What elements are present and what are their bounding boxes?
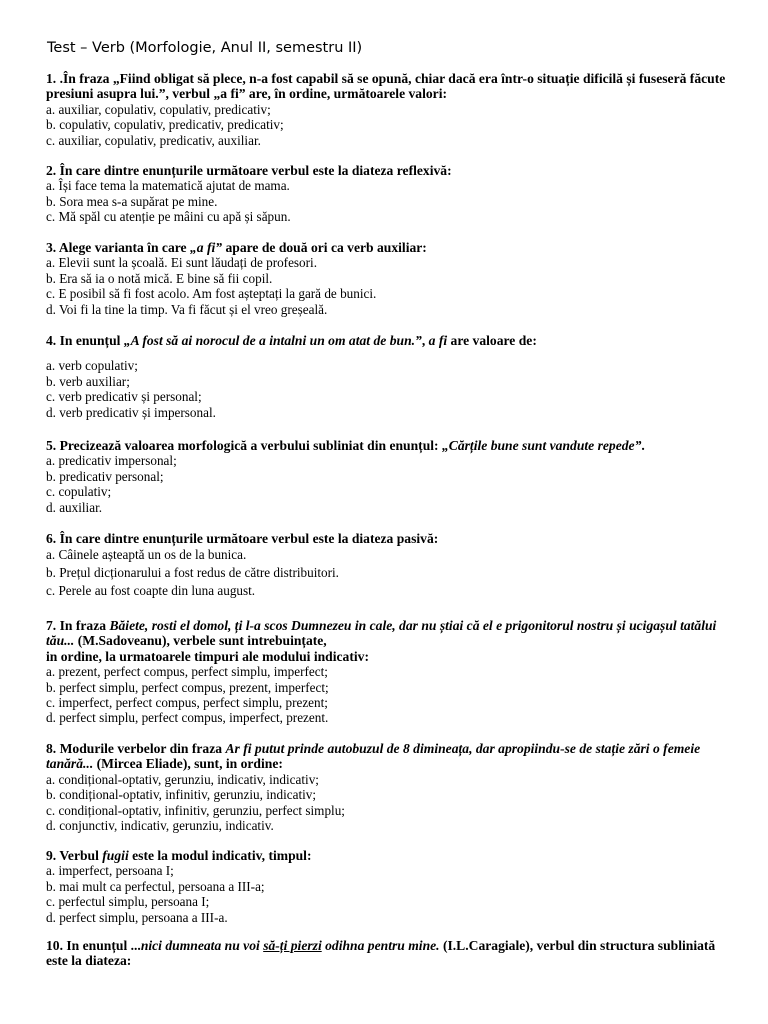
question-text-part: odihna pentru mine. [321, 938, 440, 953]
question-text-part: in ordine, la urmatoarele timpuri ale modului indicativ: [46, 648, 369, 664]
answer-option: c. imperfect, perfect compus, perfect simplu, prezent; [46, 695, 328, 711]
question-text-part: „a fi” [189, 240, 223, 255]
question-8 [46, 741, 736, 833]
question-text-part: 4. In enunțul [46, 333, 124, 348]
question-6 [46, 531, 736, 600]
answer-option: a. Își face tema la matematică ajutat de mama. [46, 178, 290, 194]
question-text-part: apare de două ori ca verb auxiliar: [222, 240, 427, 255]
question-text-part: 5. Precizează valoarea morfologică a verbului subliniat din enunțul: [46, 438, 442, 453]
question-text [46, 240, 736, 255]
question-text-part: are valoare de: [447, 333, 537, 348]
answer-option: b. Sora mea s-a supărat pe mine. [46, 193, 218, 209]
answer-option: a. auxiliar, copulativ, copulativ, predicativ; [46, 101, 271, 117]
answer-option: d. perfect simplu, perfect compus, imperfect, prezent. [46, 710, 329, 726]
question-text [46, 333, 736, 348]
question-text-part: Ar fi putut prinde autobuzul de 8 dimineața, dar apropiindu-se de stație zări o femeie tanără... [46, 741, 701, 772]
answer-option: a. condițional-optativ, gerunziu, indicativ, indicativ; [46, 771, 319, 787]
question-text [46, 163, 736, 178]
answer-option: b. Era să ia o notă mică. E bine să fii copil. [46, 270, 273, 286]
question-9 [46, 848, 736, 925]
question-text-part: 9. Verbul [46, 848, 103, 863]
question-text-part: Băiete, rosti el domol, ți l-a scos Dumnezeu in cale, dar nu știai că el e prigonitorul nostru și ucigașul tatălui tău... [46, 618, 717, 649]
answer-option: a. imperfect, persoana I; [46, 863, 174, 879]
question-text-part: 3. Alege varianta în care [46, 240, 190, 255]
question-text-part: 10. In enunțul ... [46, 938, 141, 953]
answer-option: d. auxiliar. [46, 499, 103, 515]
question-3 [46, 240, 736, 317]
question-text-part: 6. În care dintre enunțurile următoare verbul este la diateza pasivă: [46, 531, 439, 546]
answer-option: a. verb copulativ; [46, 358, 138, 374]
answer-option: d. conjunctiv, indicativ, gerunziu, indicativ. [46, 818, 274, 834]
answer-option: b. verb auxiliar; [46, 373, 130, 389]
question-text [46, 531, 736, 546]
question-text-part: 8. Modurile verbelor din fraza [46, 741, 226, 756]
answer-option: b. mai mult ca perfectul, persoana a III-a; [46, 878, 265, 894]
question-4 [46, 333, 736, 420]
question-text-part: 2. În care dintre enunțurile următoare verbul este la diateza reflexivă: [46, 163, 452, 178]
question-text [46, 938, 736, 969]
question-text-part: (Mircea Eliade), sunt, in ordine: [93, 756, 283, 772]
question-text-part: . [641, 438, 645, 453]
question-text-part: 7. In fraza [46, 618, 110, 633]
answer-option: c. Perele au fost coapte din luna august. [46, 583, 256, 599]
answer-option: b. predicativ personal; [46, 468, 164, 484]
answer-option: d. verb predicativ și impersonal. [46, 404, 216, 420]
answer-option: b. Prețul dicționarului a fost redus de către distribuitori. [46, 565, 339, 581]
answer-option: c. condițional-optativ, infinitiv, gerunziu, perfect simplu; [46, 802, 345, 818]
question-text-part: (I.L.Caragiale), verbul din structura subliniată este la diateza: [46, 938, 716, 969]
page-title: Test – Verb (Morfologie, Anul II, semestru II) [47, 40, 363, 56]
question-1 [46, 71, 736, 148]
answer-option: a. predicativ impersonal; [46, 453, 177, 469]
question-text-part: (M.Sadoveanu), verbele sunt intrebuințate, [74, 633, 327, 649]
question-text-part: nici dumneata nu voi [140, 938, 264, 953]
question-10 [46, 938, 736, 969]
spacer [46, 348, 736, 358]
question-text-part: „Cărțile bune sunt vandute repede” [441, 438, 642, 453]
question-text-part: să-ți pierzi [263, 938, 322, 953]
answer-option: c. copulativ; [46, 484, 112, 500]
question-7 [46, 618, 736, 726]
question-text [46, 618, 736, 664]
answer-option: c. E posibil să fi fost acolo. Am fost așteptați la gară de bunici. [46, 286, 377, 302]
question-text [46, 438, 736, 453]
question-text-part: , [421, 333, 429, 348]
question-5 [46, 438, 736, 515]
answer-option: c. Mă spăl cu atenție pe mâini cu apă și săpun. [46, 209, 291, 225]
question-text-part: a fi [428, 333, 448, 348]
question-2 [46, 163, 736, 225]
answer-option: d. Voi fi la tine la timp. Va fi făcut și el vreo greșeală. [46, 301, 328, 317]
question-text-part: fugii [102, 848, 129, 863]
answer-option: c. verb predicativ și personal; [46, 389, 202, 405]
question-text-part: „A fost să ai norocul de a intalni un om atat de bun.” [123, 333, 422, 348]
question-text [46, 848, 736, 863]
question-text-part: este la modul indicativ, timpul: [128, 848, 312, 863]
answer-option: a. prezent, perfect compus, perfect simplu, imperfect; [46, 664, 328, 680]
answer-option: a. Câinele așteaptă un os de la bunica. [46, 547, 247, 563]
question-text-part: 1. .În fraza „Fiind obligat să plece, n-a fost capabil să se opună, chiar dacă era într-o situație dificilă și fuseseră făcute presiuni asupra lui.”, verbul „a fi” are, în ordine, următoarele valori: [46, 71, 726, 102]
question-text [46, 741, 736, 772]
answer-option: a. Elevii sunt la școală. Ei sunt lăudați de profesori. [46, 255, 318, 271]
answer-option: b. perfect simplu, perfect compus, prezent, imperfect; [46, 679, 329, 695]
question-text [46, 71, 736, 102]
answer-option: b. condițional-optativ, infinitiv, gerunziu, indicativ; [46, 787, 317, 803]
answer-option: d. perfect simplu, persoana a III-a. [46, 909, 228, 925]
answer-option: c. auxiliar, copulativ, predicativ, auxiliar. [46, 132, 261, 148]
answer-option: b. copulativ, copulativ, predicativ, predicativ; [46, 117, 284, 133]
answer-option: c. perfectul simplu, persoana I; [46, 894, 210, 910]
